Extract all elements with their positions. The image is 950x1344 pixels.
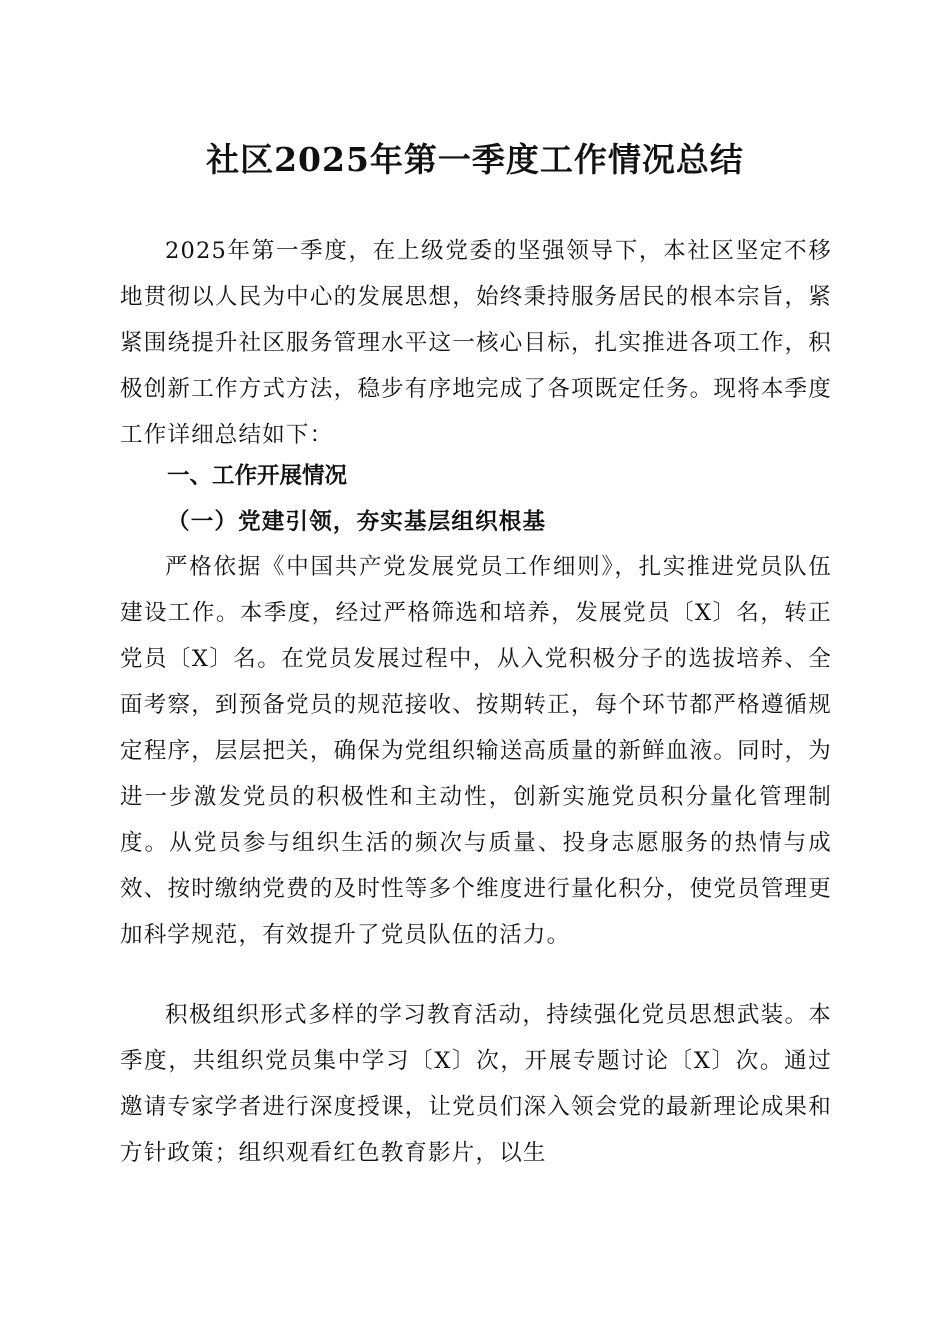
section-heading-work-progress: 一、工作开展情况 bbox=[167, 463, 348, 489]
subsection-heading-party-building: （一）党建引领，夯实基层组织根基 bbox=[167, 509, 547, 535]
document-title: 社区2025年第一季度工作情况总结 bbox=[206, 140, 744, 179]
intro-paragraph: 2025年第一季度，在上级党委的坚强领导下，本社区坚定不移地贯彻以人民为中心的发展思想，始终秉持服务居民的根本宗旨，紧紧围绕提升社区服务管理水平这一核心目标，扎实推进各项工作，积极创新工作方式方法，稳步有序地完成了各项既定任务。现将本季度工作详细总结如下： bbox=[120, 238, 832, 448]
paragraph-study-education: 积极组织形式多样的学习教育活动，持续强化党员思想武装。本季度，共组织党员集中学习〔X〕次，开展专题讨论〔X〕次。通过邀请专家学者进行深度授课，让党员们深入领会党的最新理论成果和方针政策；组织观看红色教育影片，以生 bbox=[120, 1002, 832, 1166]
paragraph-party-member-development: 严格依据《中国共产党发展党员工作细则》，扎实推进党员队伍建设工作。本季度，经过严格筛选和培养，发展党员〔X〕名，转正党员〔X〕名。在党员发展过程中，从入党积极分子的选拔培养、全面考察，到预备党员的规范接收、按期转正，每个环节都严格遵循规定程序，层层把关，确保为党组织输送高质量的新鲜血液。同时，为进一步激发党员的积极性和主动性，创新实施党员积分量化管理制度。从党员参与组织生活的频次与质量、投身志愿服务的热情与成效、按时缴纳党费的及时性等多个维度进行量化积分，使党员管理更加科学规范，有效提升了党员队伍的活力。 bbox=[120, 554, 832, 948]
